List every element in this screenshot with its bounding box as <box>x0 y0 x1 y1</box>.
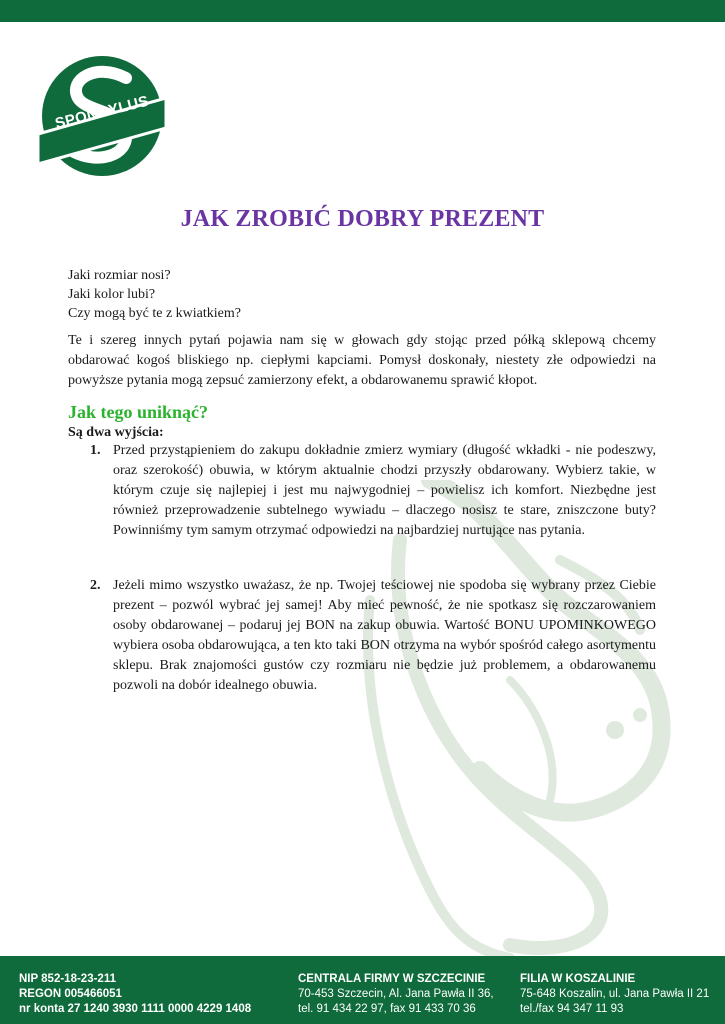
section-lead: Są dwa wyjścia: <box>68 425 164 440</box>
company-info <box>19 972 251 1017</box>
list-item <box>68 576 656 696</box>
question: Jaki rozmiar nosi? <box>68 268 171 283</box>
intro-paragraph: Te i szereg innych pytań pojawia nam się w głowach gdy stojąc przed półką sklepową chcemy obdarować kogoś bliskiego np. ciepłymi kapciami. Pomysł doskonały, niestety złe odpowiedzi na powyższe pytania mogą zepsuć zamierzony efekt, a obdarowanemu sprawić kłopot. <box>68 333 656 388</box>
questions <box>68 266 241 323</box>
logo-text: SPONDYLUS <box>53 92 151 133</box>
shoe-watermark-icon <box>360 480 700 960</box>
bank-account: nr konta 27 1240 3930 1111 0000 4229 1408 <box>19 1003 252 1015</box>
header-bar <box>0 0 725 22</box>
section-heading: Jak tego uniknąć? <box>68 402 209 422</box>
list-number: 2. <box>90 578 101 593</box>
question: Jaki kolor lubi? <box>68 287 156 302</box>
branch-heading: FILIA W KOSZALINIE <box>520 973 636 985</box>
regon: REGON 005466051 <box>19 988 122 1000</box>
hq-info <box>298 972 494 1017</box>
list-item-text: Przed przystąpieniem do zakupu dokładnie zmierz wymiary (długość wkładki - nie podeszwy, oraz szerokość) obuwia, w którym aktualnie chodzi przyszły obdarowany. Wybierz takie, w którym czuje się najlepiej i jest mu najwygodniej – powielisz ich komfort. Niezbędne jest również przeprowadzenie subtelnego wywiadu – dlaczego nosisz te stare, zniszczone buty? Powinniśmy tym samym otrzymać odpowiedzi na najbardziej nurtujące nas pytania. <box>113 443 656 538</box>
branch-info <box>520 972 709 1017</box>
hq-phone: tel. 91 434 22 97, fax 91 433 70 36 <box>298 1003 476 1015</box>
list-item-text: Jeżeli mimo wszystko uważasz, że np. Twojej teściowej nie spodoba się wybrany przez Ciebie prezent – pozwól wybrać jej samej! Aby mieć pewność, że nie spotkasz się rozczarowaniem osoby obdarowanej – podaruj jej BON na zakup obuwia. Wartość BONU UPOMINKOWEGO wybiera osoba obdarowująca, a ten kto taki BON otrzyma na wybór spośród całego asortymentu sklepu. Brak znajomości gustów czy rozmiaru nie będzie już problemem, a obdarowanemu pozwoli na dobór idealnego obuwia. <box>113 578 656 693</box>
branch-address: 75-648 Koszalin, ul. Jana Pawła II 21 <box>520 988 710 1000</box>
hq-heading: CENTRALA FIRMY W SZCZECINIE <box>298 973 486 985</box>
branch-phone: tel./fax 94 347 11 93 <box>520 1003 624 1015</box>
list-item <box>68 441 656 541</box>
footer <box>0 956 725 1024</box>
hq-address: 70-453 Szczecin, Al. Jana Pawła II 36, <box>298 988 494 1000</box>
question: Czy mogą być te z kwiatkiem? <box>68 306 241 321</box>
list-number: 1. <box>90 443 101 458</box>
nip: NIP 852-18-23-211 <box>19 973 116 985</box>
page-title: JAK ZROBIĆ DOBRY PREZENT <box>180 206 545 232</box>
